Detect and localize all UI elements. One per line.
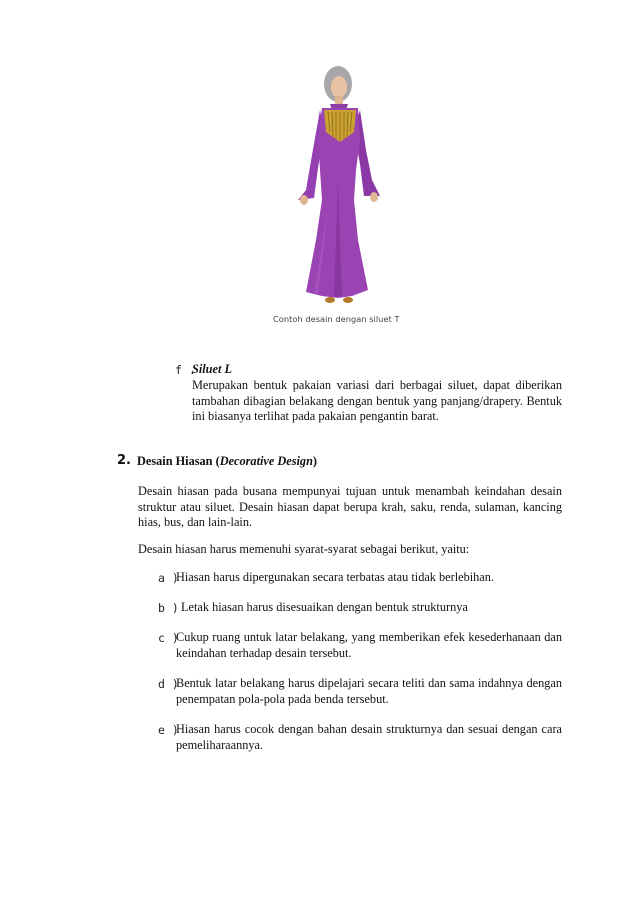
list-item-c-marker: c ) bbox=[158, 631, 179, 645]
item-f-marker: f . bbox=[175, 363, 196, 377]
section-2-number: 2. bbox=[117, 453, 131, 468]
section-2-title-end: ) bbox=[312, 454, 318, 468]
face bbox=[331, 76, 347, 98]
item-f-text: Merupakan bentuk pakaian variasi dari berbagai siluet, dapat diberikan tambahan dibagian belakang dengan bentuk yang panjang/drapery. Bentuk ini biasanya terlihat pada pakaian pengantin barat. bbox=[192, 378, 562, 424]
list-item-d-text: Bentuk latar belakang harus dipelajari secara teliti dan sama indahnya dengan penempatan pola-pola pada benda tersebut. bbox=[176, 676, 562, 706]
item-f-title bbox=[192, 362, 562, 378]
section-2-title-main: Desain Hiasan ( bbox=[137, 454, 220, 468]
section-2-title bbox=[137, 454, 557, 470]
list-item-b-text: Letak hiasan harus disesuaikan dengan bentuk strukturnya bbox=[181, 600, 468, 614]
list-item-c-text: Cukup ruang untuk latar belakang, yang memberikan efek kesederhanaan dan keindahan terhadap desain tersebut. bbox=[176, 630, 562, 660]
left-hand bbox=[300, 195, 308, 205]
item-f-title-text: Siluet L bbox=[192, 362, 232, 376]
dress-illustration bbox=[268, 60, 398, 310]
list-item-a-marker: a ) bbox=[158, 571, 179, 585]
list-item-e-text: Hiasan harus cocok dengan bahan desain strukturnya dan sesuai dengan cara pemeliharaannya. bbox=[176, 722, 562, 752]
right-shoe bbox=[343, 297, 353, 303]
section-2-title-italic: Decorative Design bbox=[219, 454, 313, 468]
dress-figure-svg bbox=[268, 60, 398, 310]
neck bbox=[335, 96, 343, 104]
section-2-paragraph-2: Desain hiasan harus memenuhi syarat-syarat sebagai berikut, yaitu: bbox=[138, 542, 470, 556]
figure-caption: Contoh desain dengan siluet T bbox=[273, 314, 400, 324]
list-item-b-marker: b ) bbox=[158, 601, 179, 615]
right-hand bbox=[370, 192, 378, 202]
list-item-e-marker: e ) bbox=[158, 723, 179, 737]
list-item-a-text: Hiasan harus dipergunakan secara terbatas atau tidak berlebihan. bbox=[176, 570, 494, 584]
list-item-d-marker: d ) bbox=[158, 677, 179, 691]
left-shoe bbox=[325, 297, 335, 303]
section-2-paragraph-1: Desain hiasan pada busana mempunyai tujuan untuk menambah keindahan desain struktur atau siluet. Desain hiasan dapat berupa krah, saku, renda, sulaman, kancing hias, bus, dan lain-lain. bbox=[138, 484, 562, 530]
